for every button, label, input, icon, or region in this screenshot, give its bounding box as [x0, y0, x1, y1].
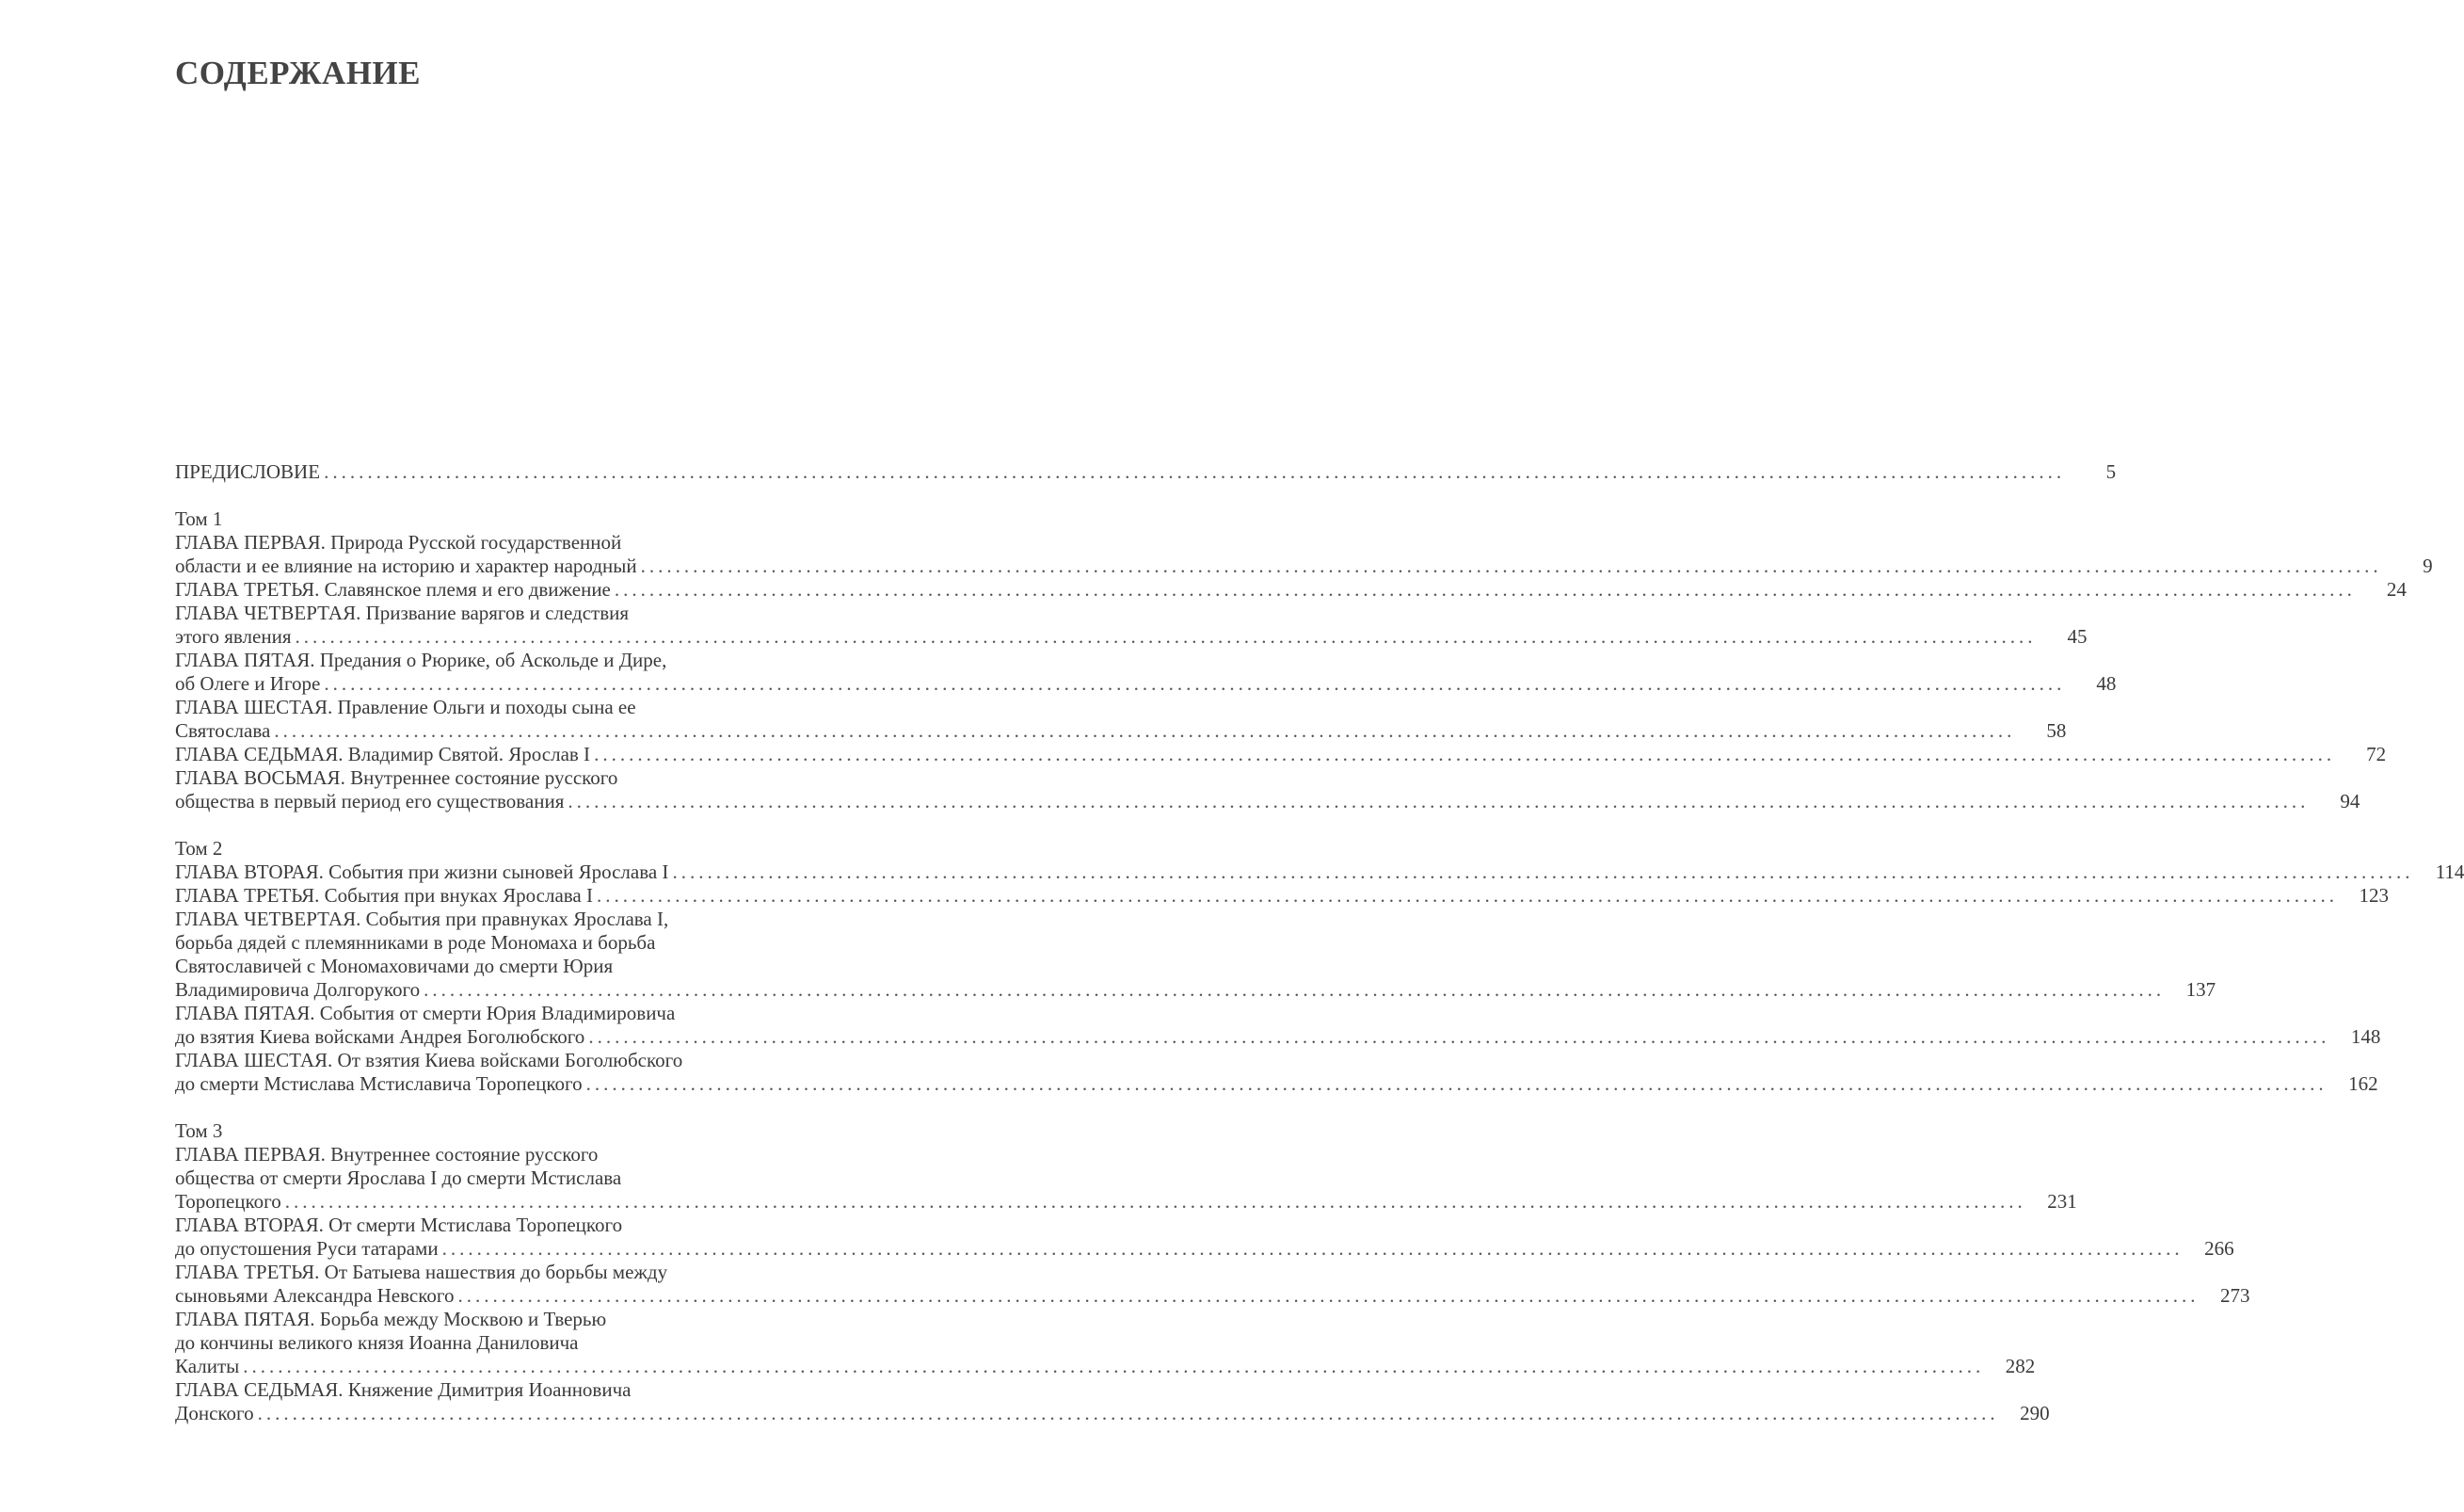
toc-entry-line — [175, 1331, 777, 1355]
toc-entry[interactable] — [175, 1143, 2077, 1214]
toc-entry-line — [175, 1378, 777, 1402]
leader-dots: ........................................................................................................................................................................................................ — [243, 1355, 1985, 1377]
toc-entry[interactable] — [175, 1002, 2381, 1049]
toc-page-number: 58 — [2046, 719, 2067, 742]
volume-label: Том 3 — [175, 1119, 223, 1142]
toc-entry-line — [175, 578, 2407, 602]
toc-entry[interactable] — [175, 1308, 2036, 1378]
toc-entry-text: ГЛАВА СЕДЬМАЯ. Владимир Святой. Ярослав I — [175, 743, 591, 765]
toc-entry-text: Калиты — [175, 1355, 240, 1377]
toc-entry[interactable] — [175, 602, 2088, 649]
toc-entry-line — [175, 649, 777, 672]
toc-entry-text: ГЛАВА ЧЕТВЕРТАЯ. Призвание варягов и следствия — [175, 602, 630, 624]
toc-page-number: 282 — [2005, 1355, 2036, 1377]
toc-page-number: 48 — [2096, 672, 2117, 695]
toc-entry-line — [175, 1308, 777, 1331]
toc-entry-text: ГЛАВА ВОСЬМАЯ. Внутреннее состояние русского — [175, 766, 618, 789]
toc-entry-line — [175, 978, 2216, 1002]
toc-entry-line — [175, 531, 777, 555]
toc-entry-text: до взятия Киева войсками Андрея Боголюбского — [175, 1025, 585, 1048]
toc-entry-line — [175, 602, 777, 625]
toc-entry-line — [175, 908, 777, 931]
toc-entry[interactable] — [175, 649, 2117, 696]
toc-entry-line — [175, 625, 2088, 649]
leader-dots: ........................................................................................................................................................................................................ — [284, 1190, 2026, 1213]
toc-entry[interactable] — [175, 1049, 2378, 1096]
toc-entry-text: ГЛАВА ЧЕТВЕРТАЯ. События при правнуках Ярослава I, — [175, 908, 669, 930]
toc-entry-line — [175, 1284, 2250, 1308]
toc-entry-line — [175, 1214, 777, 1237]
toc-entry-text: области и ее влияние на историю и характер народный — [175, 555, 637, 577]
toc-entry-text: Владимировича Долгорукого — [175, 978, 421, 1001]
toc-entry-line — [175, 696, 777, 719]
toc-entry-line — [175, 672, 2117, 696]
toc-entry-line — [175, 766, 777, 790]
toc-entry-line — [175, 1237, 2234, 1261]
leader-dots: ........................................................................................................................................................................................................ — [640, 555, 2382, 577]
toc-entry-text: до кончины великого князя Иоанна Даниловича — [175, 1331, 579, 1354]
toc-entry-text: ГЛАВА СЕДЬМАЯ. Княжение Димитрия Иоанновича — [175, 1378, 632, 1401]
toc-page-number: 162 — [2348, 1072, 2378, 1095]
toc-entry-preface[interactable] — [175, 460, 2117, 484]
toc-entry-text: ГЛАВА ТРЕТЬЯ. События при внуках Ярослава I — [175, 884, 593, 907]
toc-page-number: 45 — [2067, 625, 2088, 648]
toc-page-number: 72 — [2366, 743, 2387, 765]
toc-page-number: 123 — [2359, 884, 2389, 907]
toc-page-number: 94 — [2340, 790, 2360, 812]
toc-entry-text: ГЛАВА ПЕРВАЯ. Природа Русской государственной — [175, 531, 622, 554]
toc-entry-line — [175, 884, 2389, 908]
toc-entry-text: ГЛАВА ПЯТАЯ. События от смерти Юрия Владимировича — [175, 1002, 676, 1024]
toc-entry-line — [175, 743, 2387, 766]
toc-entry[interactable] — [175, 884, 2389, 908]
toc-entry-line — [175, 1355, 2036, 1378]
toc-entry[interactable] — [175, 1261, 2250, 1308]
toc-entry-text: до смерти Мстислава Мстиславича Торопецкого — [175, 1072, 583, 1095]
toc-page-number: 231 — [2047, 1190, 2077, 1213]
toc-entry-line — [175, 555, 2433, 578]
toc-entry-text: ГЛАВА ШЕСТАЯ. Правление Ольги и походы сына ее — [175, 696, 636, 718]
leader-dots: ........................................................................................................................................................................................................ — [441, 1237, 2184, 1260]
toc-entry-title: ПРЕДИСЛОВИЕ — [175, 460, 321, 483]
toc-entry-line — [175, 1072, 2378, 1096]
toc-entry-text: Святославичей с Мономаховичами до смерти Юрия — [175, 955, 614, 977]
toc-entry-line — [175, 955, 777, 978]
toc-entry-line — [175, 719, 2067, 743]
toc-page-number: 290 — [2020, 1402, 2050, 1424]
leader-dots: ........................................................................................................................................................................................................ — [274, 719, 2016, 742]
leader-dots: ........................................................................................................................................................................................................ — [672, 861, 2414, 883]
toc-entry-line — [175, 1143, 777, 1166]
table-of-contents — [175, 460, 2464, 1425]
toc-page-number: 273 — [2219, 1284, 2250, 1307]
leader-dots: ........................................................................................................................................................................................................ — [324, 672, 2066, 695]
leader-dots: ........................................................................................................................................................................................................ — [257, 1402, 1999, 1424]
toc-entry-text: Донского — [175, 1402, 254, 1424]
leader-dots: ........................................................................................................................................................................................................ — [585, 1072, 2328, 1095]
toc-entry[interactable] — [175, 578, 2407, 602]
toc-entry[interactable] — [175, 1214, 2234, 1261]
toc-entry-text: сыновьями Александра Невского — [175, 1284, 455, 1307]
toc-entry-text: ГЛАВА ПЕРВАЯ. Внутреннее состояние русского — [175, 1143, 599, 1166]
toc-entry-line — [175, 1025, 2381, 1049]
toc-entry[interactable] — [175, 531, 2433, 578]
toc-entry-text: Торопецкого — [175, 1190, 281, 1213]
toc-entry-text: ГЛАВА ПЯТАЯ. Предания о Рюрике, об Аскольде и Дире, — [175, 649, 667, 671]
leader-dots: ........................................................................................................................................................................................................ — [597, 884, 2338, 907]
leader-dots: ........................................................................................................................................................................................................ — [568, 790, 2310, 812]
leader-dots: ........................................................................................................................................................................................................ — [324, 460, 2066, 483]
leader-dots: ........................................................................................................................................................................................................ — [457, 1284, 2200, 1307]
leader-dots: ........................................................................................................................................................................................................ — [614, 578, 2356, 601]
leader-dots: ........................................................................................................................................................................................................ — [424, 978, 2166, 1001]
toc-entry-text: борьба дядей с племянниками в роде Мономаха и борьба — [175, 931, 656, 954]
toc-entry-line — [175, 861, 2464, 884]
toc-entry-text: ГЛАВА ПЯТАЯ. Борьба между Москвою и Тверью — [175, 1308, 607, 1330]
toc-page-number: 114 — [2435, 861, 2464, 883]
leader-dots: ........................................................................................................................................................................................................ — [295, 625, 2037, 648]
toc-page-number: 24 — [2386, 578, 2407, 601]
toc-entry-line — [175, 1190, 2077, 1214]
volume-label: Том 2 — [175, 837, 223, 860]
toc-page-number: 148 — [2350, 1025, 2381, 1048]
toc-entry-text: до опустошения Руси татарами — [175, 1237, 439, 1260]
toc-entry-line — [175, 931, 777, 955]
toc-entry-text: ГЛАВА ШЕСТАЯ. От взятия Киева войсками Боголюбского — [175, 1049, 683, 1071]
toc-entry-line — [175, 1166, 777, 1190]
toc-entry[interactable] — [175, 743, 2387, 766]
leader-dots: ........................................................................................................................................................................................................ — [588, 1025, 2330, 1048]
toc-entry-text: ГЛАВА ТРЕТЬЯ. Славянское племя и его движение — [175, 578, 611, 601]
toc-page-number: 9 — [2423, 555, 2433, 577]
toc-entry[interactable] — [175, 1378, 2050, 1425]
toc-entry-line — [175, 1002, 777, 1025]
toc-entry-text: общества в первый период его существования — [175, 790, 565, 812]
toc-entry-line — [175, 1049, 777, 1072]
volume-section — [175, 1119, 2250, 1425]
toc-entry[interactable] — [175, 908, 2216, 1002]
toc-entry-text: ГЛАВА ВТОРАЯ. От смерти Мстислава Торопецкого — [175, 1214, 623, 1236]
volume-section — [175, 837, 2464, 1096]
toc-entry-line — [175, 1261, 777, 1284]
page-title: СОДЕРЖАНИЕ — [175, 55, 422, 91]
toc-entry-text: ГЛАВА ТРЕТЬЯ. От Батыева нашествия до борьбы между — [175, 1261, 668, 1283]
toc-page-number: 5 — [2105, 460, 2117, 483]
toc-entry-text: этого явления — [175, 625, 292, 648]
toc-entry-text: об Олеге и Игоре — [175, 672, 321, 695]
toc-page-number: 137 — [2185, 978, 2216, 1001]
toc-entry-text: ГЛАВА ВТОРАЯ. События при жизни сыновей Ярослава I — [175, 861, 669, 883]
toc-entry[interactable] — [175, 696, 2067, 743]
volume-label: Том 1 — [175, 507, 223, 530]
toc-entry[interactable] — [175, 861, 2464, 884]
toc-page-number: 266 — [2204, 1237, 2234, 1260]
volume-section — [175, 507, 2433, 813]
leader-dots: ........................................................................................................................................................................................................ — [594, 743, 2336, 765]
toc-entry-text: общества от смерти Ярослава I до смерти Мстислава — [175, 1166, 622, 1189]
toc-entry-text: Святослава — [175, 719, 271, 742]
toc-entry[interactable] — [175, 766, 2360, 813]
toc-entry-line — [175, 1402, 2050, 1425]
toc-entry-line — [175, 790, 2360, 813]
